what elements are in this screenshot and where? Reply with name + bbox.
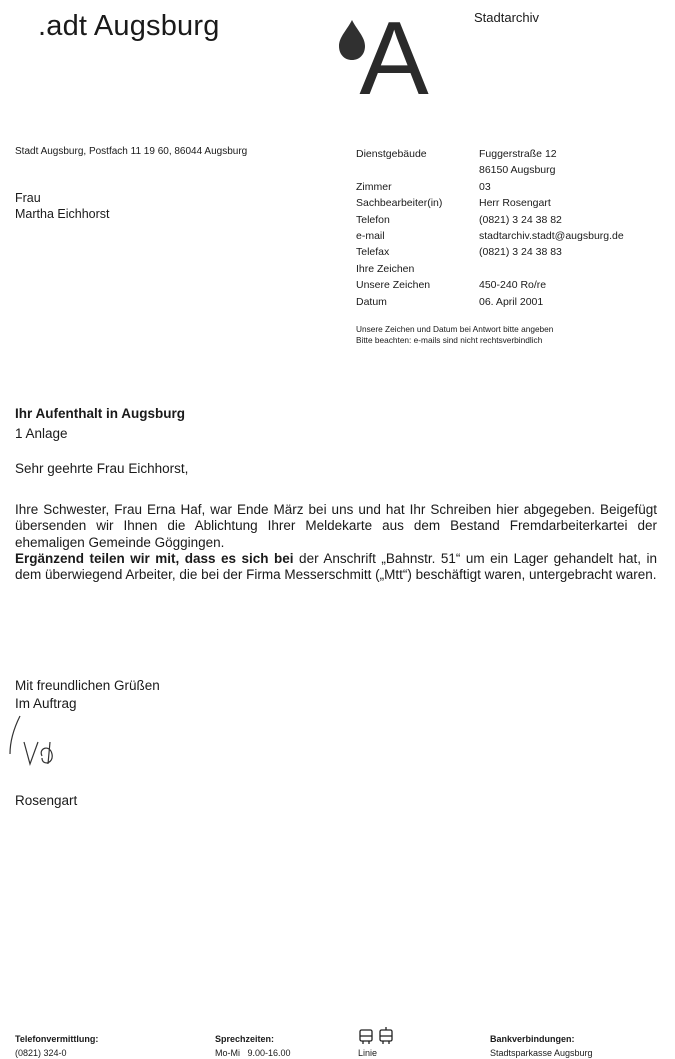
note-reference: Unsere Zeichen und Datum bei Antwort bitte angeben [356,324,554,334]
footer-hours-value: Mo-Mi 9.00-16.00 [215,1048,291,1058]
info-value: 06. April 2001 [479,295,544,308]
body-paragraph-1: Ihre Schwester, Frau Erna Haf, war Ende März bei uns und hat Ihr Schreiben hier abgegeben. Beigefügt übersenden wir Ihnen die Ablichtung Ihrer Meldekarte aus dem Bestand Fremdarbeiterkartei der ehemaligen Gemeinde Göggingen. [15,502,657,550]
info-value: (0821) 3 24 38 82 [479,213,562,226]
tram-icon [380,1027,392,1044]
info-value: 450-240 Ro/re [479,279,547,292]
footer-phone-label: Telefonvermittlung: [15,1034,99,1044]
info-row-date [356,294,624,310]
footer-transit-value: Linie [358,1048,378,1058]
signer-name: Rosengart [15,793,78,808]
info-label [356,162,479,178]
info-label: Zimmer [356,180,392,193]
info-label: Datum [356,295,387,308]
info-value: 86150 Augsburg [479,164,556,177]
info-label: Telefon [356,213,390,226]
body-paragraph-2-bold: Ergänzend teilen wir mit, dass es sich bei [15,550,294,566]
closing-on-behalf: Im Auftrag [15,696,77,711]
note-email: Bitte beachten: e-mails sind nicht rechtsverbindlich [356,334,543,345]
info-row-building [356,146,624,162]
body-paragraph-2-rest: der Anschrift „Bahnstr. 51“ um ein Lager gehandelt hat, in dem überwiegend Arbeiter, die bei der Firma Messerschmitt („Mtt“) beschäftigt waren, untergebracht waren. [15,550,657,583]
city-title: .adt Augsburg [38,10,220,42]
info-row-your-ref [356,261,624,277]
info-row-email [356,228,624,244]
transit-icons [358,1027,418,1045]
info-row-room [356,179,624,195]
info-value: stadtarchiv.stadt@augsburg.de [479,230,624,243]
info-row-city [356,162,624,178]
return-address: Stadt Augsburg, Postfach 11 19 60, 86044 Augsburg [15,146,248,157]
info-label: Sachbearbeiter(in) [356,197,443,210]
reference-notes [356,324,553,345]
recipient-salutation: Frau [15,191,41,205]
footer-bank-value: Stadtsparkasse Augsburg [490,1048,593,1058]
info-label: Telefax [356,246,390,259]
footer-hours-label: Sprechzeiten: [215,1034,275,1044]
info-value: Fuggerstraße 12 [479,148,557,160]
letter-salutation: Sehr geehrte Frau Eichhorst, [15,461,189,476]
info-row-clerk [356,195,624,211]
info-value: 03 [479,180,491,193]
city-logo [336,8,436,96]
body-paragraph-2 [15,551,657,584]
info-row-phone [356,212,624,228]
recipient-name: Martha Eichhorst [15,207,110,221]
department-name: Stadtarchiv [474,10,540,25]
info-block [356,146,624,310]
info-value: Herr Rosengart [479,197,551,210]
info-label: e-mail [356,230,385,243]
letter-body [15,502,657,583]
info-row-fax [356,244,624,260]
info-label: Unsere Zeichen [356,279,431,292]
info-label: Ihre Zeichen [356,262,415,275]
closing-greeting: Mit freundlichen Grüßen [15,678,160,693]
bus-icon [360,1030,372,1044]
info-row-our-ref [356,277,624,293]
letter-subject: Ihr Aufenthalt in Augsburg [15,406,185,421]
letter-closing [15,677,160,713]
info-value: (0821) 3 24 38 83 [479,246,562,259]
recipient-block [15,190,109,222]
info-label: Dienstgebäude [356,148,427,160]
letter-enclosure: 1 Anlage [15,426,68,441]
handwritten-signature [6,712,76,772]
footer-phone-value: (0821) 324-0 [15,1048,67,1058]
logo-letter: A [359,8,429,96]
footer-bank-label: Bankverbindungen: [490,1034,575,1044]
